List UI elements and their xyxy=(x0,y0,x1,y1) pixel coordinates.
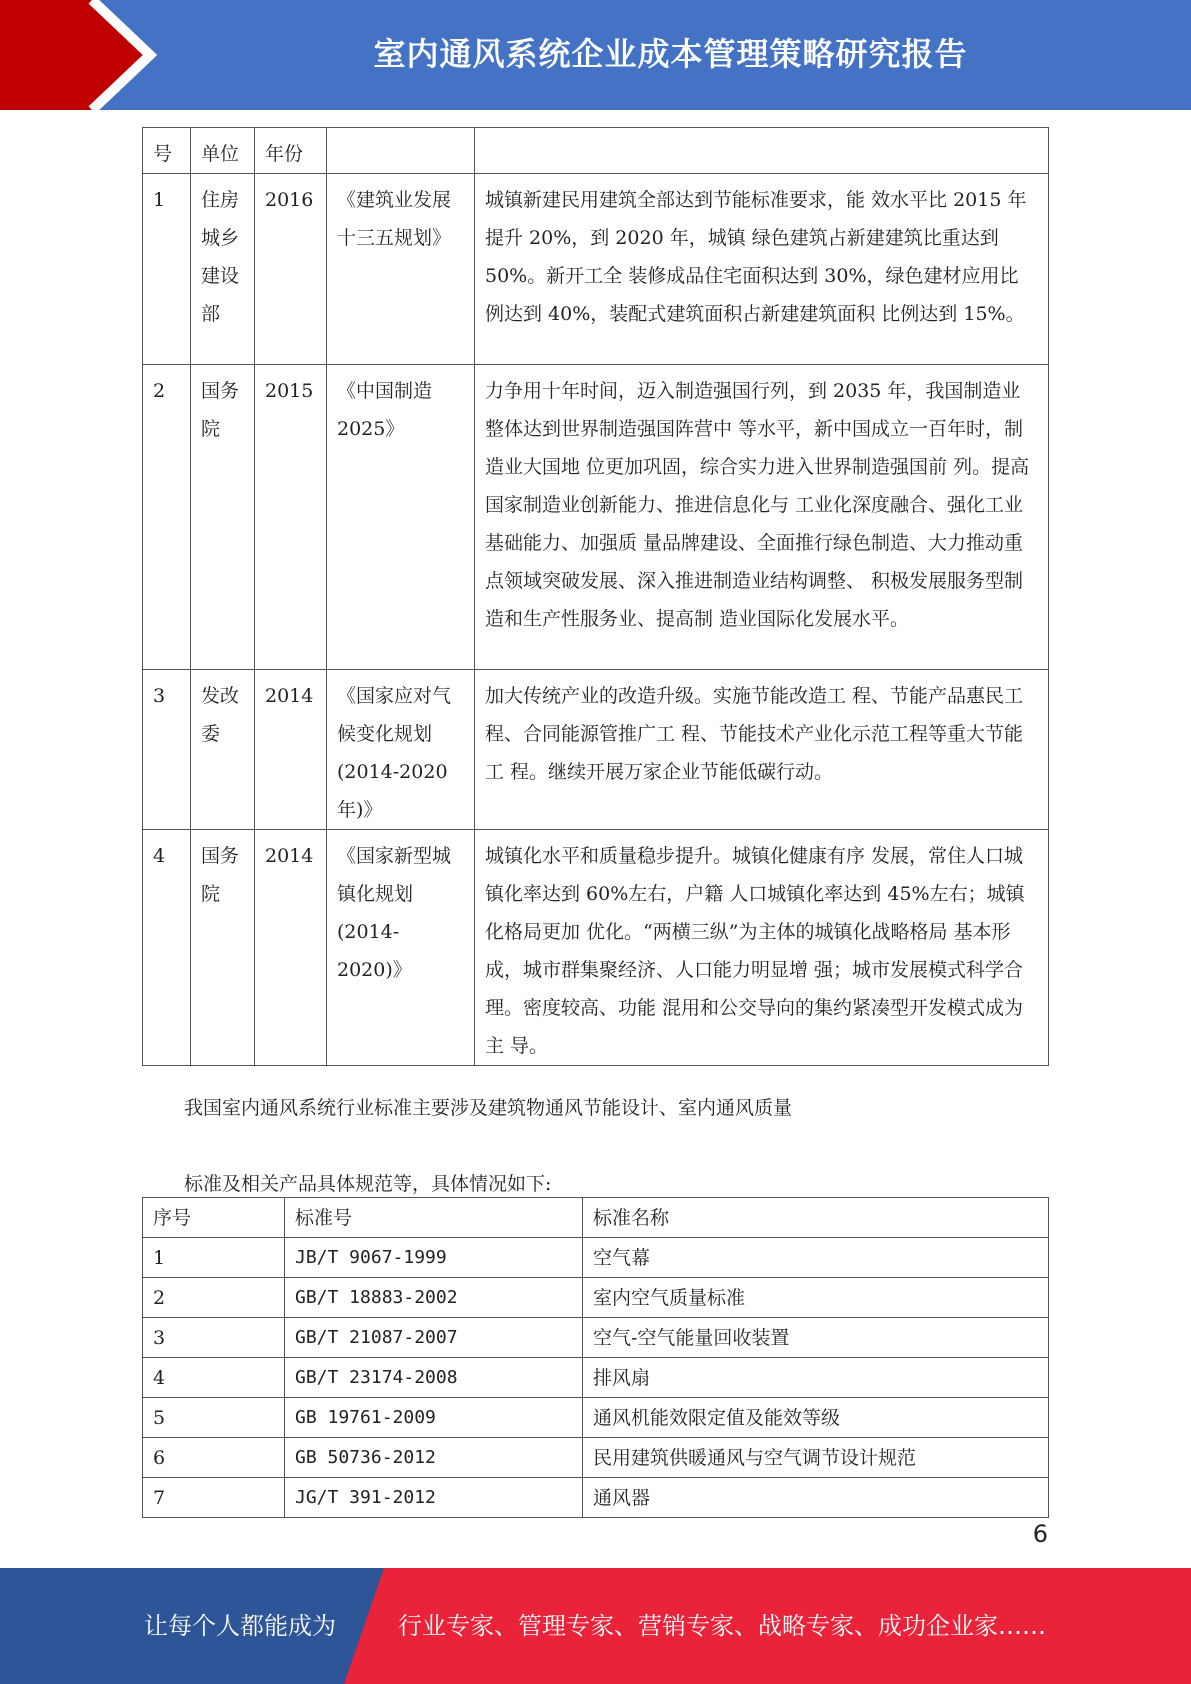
cell-unit: 国务院 xyxy=(191,365,255,670)
report-title: 室内通风系统企业成本管理策略研究报告 xyxy=(373,35,968,73)
header-cell-unit: 单位 xyxy=(191,128,255,174)
cell-no: 4 xyxy=(143,830,191,1066)
cell-no: 1 xyxy=(143,174,191,365)
cell-standard-name: 通风器 xyxy=(583,1478,1049,1518)
cell-policy-name: 《国家新型城镇化规划 (2014- 2020)》 xyxy=(327,830,475,1066)
cell-code: GB 50736-2012 xyxy=(285,1438,583,1478)
cell-policy-content: 加大传统产业的改造升级。实施节能改造工 程、节能产品惠民工程、合同能源管推广工 程、节能技术产业化示范工程等重大节能工 程。继续开展万家企业节能低碳行动。 xyxy=(475,670,1049,830)
cell-policy-content: 力争用十年时间，迈入制造强国行列，到 2035 年，我国制造业整体达到世界制造强国阵营中 等水平，新中国成立一百年时，制造业大国地 位更加巩固，综合实力进入世界制造强国前 列。提高国家制造业创新能力、推进信息化与 工业化深度融合、强化工业基础能力、加强质 量品牌建设、全面推行绿色制造、大力推动重 点领域突破发展、深入推进制造业结构调整、 积极发展服务型制造和生产性服务业、提高制 造业国际化发展水平。 xyxy=(475,365,1049,670)
standards-table xyxy=(142,1197,1049,1518)
cell-code: JG/T 391-2012 xyxy=(285,1478,583,1518)
table-row xyxy=(143,365,1049,670)
table-row xyxy=(143,830,1049,1066)
cell-code: GB/T 18883-2002 xyxy=(285,1278,583,1318)
cell-year: 2014 xyxy=(255,670,327,830)
cell-year: 2015 xyxy=(255,365,327,670)
footer-slogan-left: 让每个人都能成为 xyxy=(144,1612,336,1640)
table-row xyxy=(143,1478,1049,1518)
table-row xyxy=(143,1438,1049,1478)
cell-no: 3 xyxy=(143,670,191,830)
page-number: 6 xyxy=(1032,1520,1048,1548)
cell-unit: 发改委 xyxy=(191,670,255,830)
cell-policy-content: 城镇化水平和质量稳步提升。城镇化健康有序 发展，常住人口城镇化率达到 60%左右，户籍 人口城镇化率达到 45%左右；城镇化格局更加 优化。“两横三纵”为主体的城镇化战略格局 基本形成，城市群集聚经济、人口能力明显增 强；城市发展模式科学合理。密度较高、功能 混用和公交导向的集约紧凑型开发模式成为主 导。 xyxy=(475,830,1049,1066)
header-cell-name xyxy=(327,128,475,174)
footer-slogan-right: 行业专家、管理专家、营销专家、战略专家、成功企业家…… xyxy=(398,1612,1046,1640)
cell-unit: 住房城乡建设部 xyxy=(191,174,255,365)
standards-table-header-row xyxy=(143,1198,1049,1238)
policy-table-header-row xyxy=(143,128,1049,174)
header-cell-code: 标准号 xyxy=(285,1198,583,1238)
cell-seq: 6 xyxy=(143,1438,285,1478)
cell-policy-content: 城镇新建民用建筑全部达到节能标准要求，能 效水平比 2015 年提升 20%，到 2020 年，城镇 绿色建筑占新建建筑比重达到 50%。新开工全 装修成品住宅面积达到 30%，绿色建材应用比 例达到 40%，装配式建筑面积占新建建筑面积 比例达到 15%。 xyxy=(475,174,1049,365)
cell-standard-name: 排风扇 xyxy=(583,1358,1049,1398)
cell-standard-name: 民用建筑供暖通风与空气调节设计规范 xyxy=(583,1438,1049,1478)
cell-standard-name: 通风机能效限定值及能效等级 xyxy=(583,1398,1049,1438)
cell-seq: 3 xyxy=(143,1318,285,1358)
cell-unit: 国务院 xyxy=(191,830,255,1066)
cell-policy-name: 《中国制造 2025》 xyxy=(327,365,475,670)
footer-banner xyxy=(0,1568,1191,1684)
cell-no: 2 xyxy=(143,365,191,670)
cell-code: JB/T 9067-1999 xyxy=(285,1238,583,1278)
table-row xyxy=(143,1358,1049,1398)
table-row xyxy=(143,1238,1049,1278)
header-cell-year: 年份 xyxy=(255,128,327,174)
table-row xyxy=(143,174,1049,365)
table-row xyxy=(143,1278,1049,1318)
cell-seq: 2 xyxy=(143,1278,285,1318)
intro-paragraph-line-1: 我国室内通风系统行业标准主要涉及建筑物通风节能设计、室内通风质量 xyxy=(184,1097,793,1119)
policy-table xyxy=(142,127,1049,1066)
cell-year: 2014 xyxy=(255,830,327,1066)
cell-standard-name: 室内空气质量标准 xyxy=(583,1278,1049,1318)
cell-seq: 1 xyxy=(143,1238,285,1278)
cell-standard-name: 空气-空气能量回收装置 xyxy=(583,1318,1049,1358)
header-cell-standard-name: 标准名称 xyxy=(583,1198,1049,1238)
header-cell-no: 号 xyxy=(143,128,191,174)
table-row xyxy=(143,1398,1049,1438)
intro-paragraph-line-2: 标准及相关产品具体规范等，具体情况如下: xyxy=(184,1173,552,1195)
header-cell-content xyxy=(475,128,1049,174)
header-banner xyxy=(0,0,1191,110)
cell-seq: 7 xyxy=(143,1478,285,1518)
cell-seq: 4 xyxy=(143,1358,285,1398)
cell-code: GB/T 23174-2008 xyxy=(285,1358,583,1398)
cell-policy-name: 《建筑业发展十三五规划》 xyxy=(327,174,475,365)
table-row xyxy=(143,670,1049,830)
cell-code: GB/T 21087-2007 xyxy=(285,1318,583,1358)
cell-standard-name: 空气幕 xyxy=(583,1238,1049,1278)
cell-seq: 5 xyxy=(143,1398,285,1438)
table-row xyxy=(143,1318,1049,1358)
cell-code: GB 19761-2009 xyxy=(285,1398,583,1438)
cell-year: 2016 xyxy=(255,174,327,365)
header-cell-seq: 序号 xyxy=(143,1198,285,1238)
cell-policy-name: 《国家应对气候变化规划 (2014-2020 年)》 xyxy=(327,670,475,830)
